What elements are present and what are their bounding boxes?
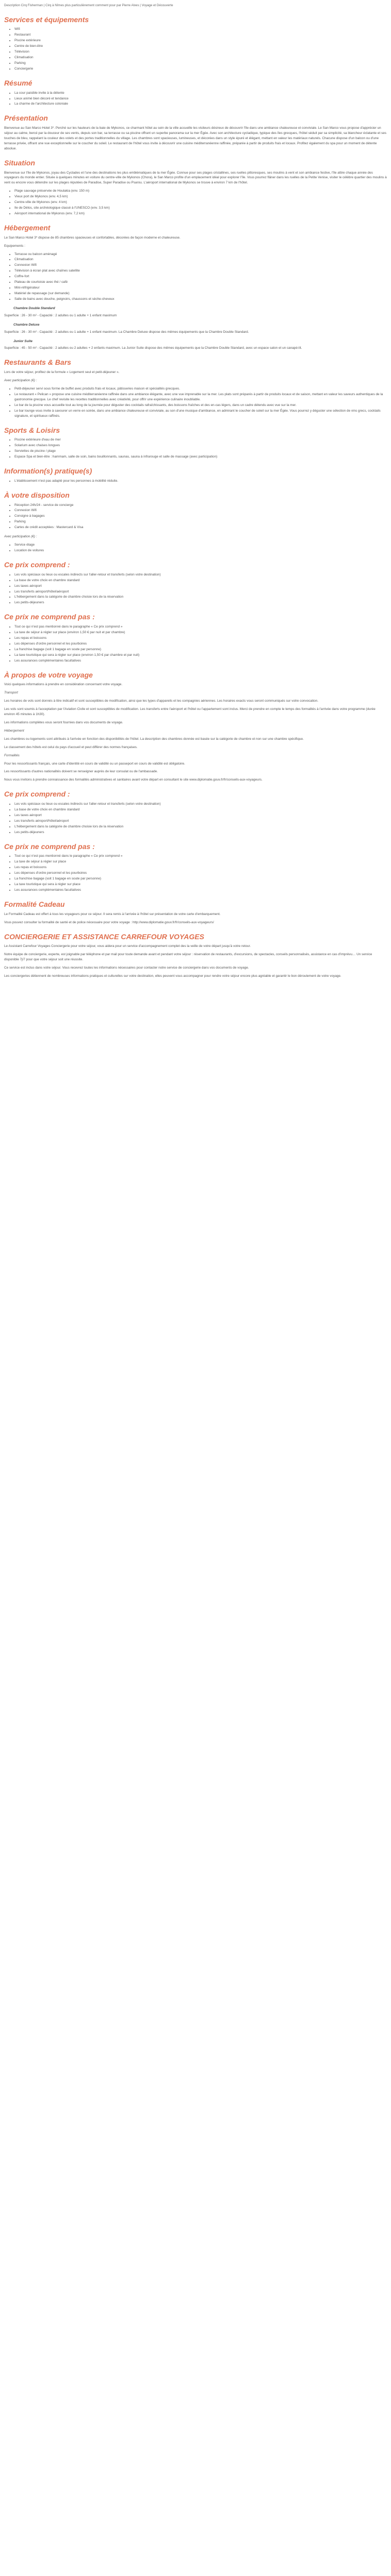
restaurants-title: Restaurants & Bars [4, 358, 71, 367]
list-item: • La taxe touristique qui sera à régler sur place [14, 882, 387, 887]
apropos-line: Les ressortissants d'autres nationalités doivent se renseigner auprès de leur consulat ou de l'ambassade. [4, 770, 158, 774]
list-item: • Salle de bains avec douche, peignoirs, chaussons et sèche-cheveux [14, 297, 387, 302]
list-item: • Les petits-déjeuners [14, 830, 387, 835]
presentation-text: Bienvenue au San Marco Hotel 3*. Perché sur les hauteurs de la baie de Mykonos, ce charmant hôtel au sein de la ville accueille les visiteurs désireux de découvrir l'île dans une ambiance chaleureuse et conviviale. Le San Marco vous propose d'apprécier un séjour au calme, bercé par la douceur de ses vents, depuis son bar, sa terrasse ou sa piscine offrant un superbe panorama sur la mer Égée. Avec son architecture cycladique, typique des îles grecques, l'hôtel séduit par sa simplicité, sa blancheur éclatante et ses touches de bleu, rappelant la couleur des volets et des portes traditionnelles du village. Les chambres sont spacieuses, lumineuses, et décorées dans un style épuré et élégant, mettant en valeur les matériaux naturels. Chacune dispose d'un balcon ou d'une terrasse privée, offrant une vue exceptionnelle sur le coucher du soleil. Le restaurant de l'hôtel vous invite à découvrir une cuisine méditerranéenne raffinée, préparée à partir de produits frais et locaux. Profitez également du spa pour un moment de détente absolue. [4, 126, 386, 150]
apropos-line: Le classement des hôtels est celui du pays d'accueil et peut différer des normes françaises. [4, 745, 138, 749]
sports-list [4, 437, 387, 460]
list-item: • La franchise bagage (soit 1 bagage en soute par personne) [14, 876, 387, 882]
restaurants-intro: Lors de votre séjour, profitez de la formule « Logement seul et petit-déjeuner ». [4, 370, 120, 375]
participation-label: Avec participation (€) : [4, 379, 37, 383]
list-item: • Plage sauvage préservée de Houlakia (env. 150 m) [14, 189, 387, 194]
page [0, 0, 391, 992]
list-item: • Les dépenses d'ordre personnel et les pourboires [14, 641, 387, 647]
apropos-line: Les horaires de vols sont donnés à titre indicatif et sont susceptibles de modification, ainsi que les types d'appareils et les compagnies aériennes. Les horaires exacts vous seront communiqués sur votre convocation. [4, 699, 319, 703]
list-item: • Serviettes de piscine / plage [14, 449, 387, 454]
apropos-line: Les vols sont soumis à l'acceptation par l'Aviation Civile et sont susceptibles de modification. Les transferts entre l'aéroport et l'hôtel ou l'appartement sont inclus. Merci de prendre en compte le temps des formalités à l'arrivée dans votre programme (durée environ 45 minutes à 1h30). [4, 707, 376, 716]
list-item: • Télévision à écran plat avec chaînes satellite [14, 268, 387, 274]
apropos-line: Voici quelques informations à prendre en considération concernant votre voyage. [4, 683, 123, 687]
list-item: • Centre de bien-être [14, 44, 387, 49]
list-item: • La charme de l'architecture coloniale [14, 101, 387, 107]
equipements-list [4, 252, 387, 302]
list-item: • Parking [14, 61, 387, 66]
ce-prix-title-2: Ce prix comprend : [4, 790, 70, 799]
room-description: Superficie : 26 - 30 m² - Capacité : 2 adultes ou 1 adulte + 1 enfant maximum [4, 313, 117, 317]
ce-prix-list-2 [4, 802, 387, 835]
list-item: • Conciergerie [14, 66, 387, 72]
list-item: • Le bar lounge vous invite à savourer un verre en soirée, dans une ambiance chaleureuse et conviviale, au son d'une musique d'ambiance, en admirant le coucher de soleil sur la mer Égée. Vous pourrez y déguster une sélection de vins grecs, cocktails signature, et spiritueux raffinés. [14, 409, 387, 419]
disposition-list [4, 503, 387, 531]
list-item: • Les vols spéciaux ou lieux ou escales indirects sur l'aller-retour et transferts (selon votre destination) [14, 802, 387, 807]
restaurants-list [4, 386, 387, 419]
list-item: • La taxe de séjour à régler sur place [14, 859, 387, 865]
list-item: • La cour paisible invite à la détente [14, 91, 387, 96]
list-item: • Les repas et boissons [14, 865, 387, 870]
disposition-title: À votre disposition [4, 490, 70, 499]
list-item: • Les taxes aéroport [14, 584, 387, 589]
hebergement-intro: Le San Marco Hotel 3* dispose de 85 chambres spacieuses et confortables, décorées de façon moderne et chaleureuse. [4, 235, 181, 240]
list-item: • L'établissement n'est pas adapté pour les personnes à mobilité réduite. [14, 479, 387, 484]
conciergerie-title: CONCIERGERIE ET ASSISTANCE CARREFOUR VOYAGES [4, 932, 204, 941]
list-item: • Les transferts aéroport/hôtel/aéroport [14, 819, 387, 824]
infos-list [4, 479, 387, 484]
list-item: • Télévision [14, 49, 387, 55]
list-item: • Mini-réfrigérateur [14, 285, 387, 291]
list-item: • La base de votre choix en chambre standard [14, 578, 387, 583]
list-item: • Espace Spa et bien-être : hammam, salle de soin, bains bouillonnants, saunas, sauna à infrarouge et salle de massage (avec participation) [14, 454, 387, 460]
resume-list [4, 91, 387, 107]
hebergement-title: Hébergement [4, 223, 51, 232]
breadcrumb: Description Cirq Fisherman | Cirq à Nîmes plus particulièrement comment pour par Pierre Alves | Voyage et Découverte [4, 4, 173, 7]
apropos-line: Les informations complètes vous seront fournies dans vos documents de voyage. [4, 720, 123, 724]
apropos-subtitle: Transport [4, 691, 18, 695]
participation-label: Avec participation (€) : [4, 535, 37, 539]
list-item: • Ile de Délos, site archéologique classé à l'UNESCO (env. 3,5 km) [14, 206, 387, 211]
ce-prix-list [4, 572, 387, 606]
ne-prix-list [4, 624, 387, 663]
list-item: • Réception 24h/24 - service de concierge [14, 503, 387, 508]
list-item: • Matériel de repassage (sur demande) [14, 291, 387, 296]
formalite-link-text: Vous pouvez consulter la formalité de santé et de police nécessaire pour votre voyage : http://www.diplomatie.gouv.fr/fr/conseils-aux-voyageurs/ [4, 920, 214, 924]
list-item: • Aéroport international de Mykonos (env. 7,2 km) [14, 211, 387, 216]
list-item: • Climatisation [14, 55, 387, 60]
list-item: • L'hébergement dans la catégorie de chambre choisie lors de la réservation [14, 595, 387, 600]
situation-title: Situation [4, 158, 35, 167]
list-item: • Terrasse ou balcon aménagé [14, 252, 387, 257]
list-item: • Les assurances complémentaires facultatives [14, 658, 387, 664]
list-item: • Les dépenses d'ordre personnel et les pourboires [14, 871, 387, 876]
presentation-title: Présentation [4, 114, 48, 123]
room-title: Junior Suite [13, 339, 32, 343]
ce-prix-title: Ce prix comprend : [4, 560, 70, 569]
list-item: • Connexion Wifi [14, 508, 387, 513]
list-item: • L'hébergement dans la catégorie de chambre choisie lors de la réservation [14, 824, 387, 829]
list-item: • Centre-ville de Mykonos (env. 4 km) [14, 200, 387, 205]
list-item: • Restaurant [14, 32, 387, 38]
apropos-subtitle: Hébergement [4, 728, 24, 733]
list-item: • Climatisation [14, 257, 387, 262]
list-item: • Les taxes aéroport [14, 813, 387, 818]
list-item: • Cartes de crédit acceptées : Mastercard & Visa [14, 525, 387, 530]
apropos-title: À propos de votre voyage [4, 670, 93, 679]
ne-prix-title-2: Ce prix ne comprend pas : [4, 842, 95, 851]
list-item: • Lieux animé bien décoré et tendance [14, 96, 387, 101]
room-title: Chambre Double Standard [13, 306, 55, 310]
list-item: • Piscine extérieure [14, 38, 387, 43]
list-item: • Les repas et boissons [14, 636, 387, 641]
apropos-line: Les chambres ou logements sont attribués à l'arrivée en fonction des disponibilités de l'hôtel. La description des chambres donnée est basée sur la catégorie de chambre et non sur une chambre spécifique. [4, 737, 304, 741]
list-item: • Solarium avec chaises longues [14, 443, 387, 448]
list-item: • Connexion Wifi [14, 263, 387, 268]
list-item: • Plateau de courtoisie avec thé / café [14, 280, 387, 285]
list-item: • Piscine extérieure d'eau de mer [14, 437, 387, 443]
list-item: • Les vols spéciaux ou lieux ou escales indirects sur l'aller-retour et transferts (selon votre destination) [14, 572, 387, 578]
list-item: • La taxe touristique qui sera à régler sur place (environ 1,50 € par chambre et par nuit) [14, 653, 387, 658]
services-list [4, 27, 387, 71]
situation-text: Bienvenue sur l'île de Mykonos, joyau des Cyclades et l'une des destinations les plus emblématiques de la mer Égée. Connue pour ses plages cristallines, ses ruelles pittoresques, ses moulins à vent et son ambiance festive, l'île attire chaque année des voyageurs du monde entier. Située à quelques minutes en voiture du centre-ville de Mykonos (Chora), le San Marco profite d'un emplacement idéal pour explorer l'île. Vous pourrez flâner dans les ruelles de la Petite Venise, visiter le célèbre quartier des moulins à vent ou encore vous détendre sur les plages réputées de Paradise, Super Paradise ou Psarou. L'aéroport international de Mykonos se trouve à environ 7 km de l'hôtel. [4, 171, 387, 185]
list-item: • Le bar de la piscine vous accueille tout au long de la journée pour déguster des cocktails rafraîchissants, des boissons fraîches et des en-cas légers, dans un cadre détendu avec vue sur la mer. [14, 403, 387, 408]
list-item: • Tout ce qui n'est pas mentionné dans le paragraphe « Ce prix comprend » [14, 624, 387, 630]
list-item: • La franchise bagage (soit 1 bagage en soute par personne) [14, 647, 387, 652]
apropos-subtitle: Formalités [4, 753, 20, 757]
list-item: • Petit-déjeuner servi sous forme de buffet avec produits frais et locaux, pâtisseries maison et spécialités grecques. [14, 386, 387, 392]
list-item: • Consigne à bagages [14, 514, 387, 519]
list-item: • Tout ce qui n'est pas mentionné dans le paragraphe « Ce prix comprend » [14, 854, 387, 859]
list-item: • La taxe de séjour à régler sur place (environ 1,50 € par nuit et par chambre) [14, 630, 387, 635]
conciergerie-text: Ce service est inclus dans votre séjour. Vous recevrez toutes les informations nécessaires pour contacter notre service de conciergerie dans vos documents de voyage. [4, 966, 249, 970]
situation-list [4, 189, 387, 216]
list-item: • Les assurances complémentaires facultatives [14, 888, 387, 893]
list-item: • Le restaurant « Pelican » propose une cuisine méditerranéenne raffinée dans une ambiance élégante, avec une vue imprenable sur la mer. Les plats sont préparés à partir de produits locaux et de saison, mettant en valeur les saveurs authentiques de la gastronomie grecque. Le chef revisite les recettes traditionnelles avec créativité, pour offrir une expérience culinaire inoubliable. [14, 392, 387, 402]
equipements-label: Equipements : [4, 244, 25, 248]
conciergerie-text: Le Assistant Carrefour Voyages Conciergerie pour votre séjour, vous aidera pour un service d'accompagnement complet des la veille de votre départ jusqu'à votre retour. [4, 944, 251, 948]
conciergerie-text: Les conciergeries détiennent de nombreuses informations pratiques et culturelles sur votre destination, elles peuvent vous accompagner pour rendre votre séjour encore plus agréable et garantir le bon déroulement de votre voyage. [4, 974, 341, 978]
disposition-paid-list [4, 543, 387, 553]
list-item: • Parking [14, 519, 387, 524]
room-title: Chambre Deluxe [13, 323, 40, 327]
list-item: • Service étage [14, 543, 387, 548]
list-item: • Wifi [14, 27, 387, 32]
list-item: • Les transferts aéroport/hôtel/aéroport [14, 589, 387, 595]
apropos-line: Pour les ressortissants français, une carte d'identité en cours de validité ou un passeport en cours de validité est obligatoire. [4, 761, 185, 766]
list-item: • Coffre-fort [14, 274, 387, 279]
conciergerie-text: Notre équipe de conciergerie, experte, est joignable par téléphone et par mail pour toute demande avant et pendant votre séjour : réservation de restaurants, d'excursions, de spectacles, conseils personnalisés, assistance en cas d'imprévu… Un service disponible 7j/7 pour que votre séjour soit une réussite. [4, 953, 372, 962]
apropos-notes: Nous vous invitons à prendre connaissance des formalités administratives et sanitaires avant votre départ en consultant le site www.diplomatie.gouv.fr/fr/conseils-aux-voyageurs. [4, 778, 263, 782]
services-title: Services et équipements [4, 15, 89, 24]
sports-title: Sports & Loisirs [4, 426, 60, 434]
formalite-title: Formalité Cadeau [4, 900, 65, 908]
ne-prix-list-2 [4, 854, 387, 892]
room-description: Superficie : 45 - 50 m² - Capacité : 2 adultes ou 2 adultes + 2 enfants maximum. La Junior Suite dispose des mêmes équipements que la Chambre Double Standard, avec un espace salon et un canapé-lit. [4, 346, 302, 350]
infos-title: Information(s) pratique(s) [4, 467, 92, 476]
list-item: • Les petits-déjeuners [14, 600, 387, 605]
list-item: • La base de votre choix en chambre standard [14, 807, 387, 812]
room-description: Superficie : 26 - 30 m² - Capacité : 2 adultes ou 1 adulte + 1 enfant maximum. La Chambre Deluxe dispose des mêmes équipements que la Chambre Double Standard. [4, 330, 249, 334]
resume-title: Résumé [4, 78, 32, 87]
list-item: • Vieux port de Mykonos (env. 4,5 km) [14, 194, 387, 199]
formalite-text: Le Formalité Cadeau est offert à tous les voyageurs pour ce séjour. Il sera remis à l'arrivée à l'hôtel sur présentation de votre carte d'embarquement. [4, 912, 221, 916]
ne-prix-title: Ce prix ne comprend pas : [4, 613, 95, 621]
list-item: • Location de voitures [14, 548, 387, 553]
